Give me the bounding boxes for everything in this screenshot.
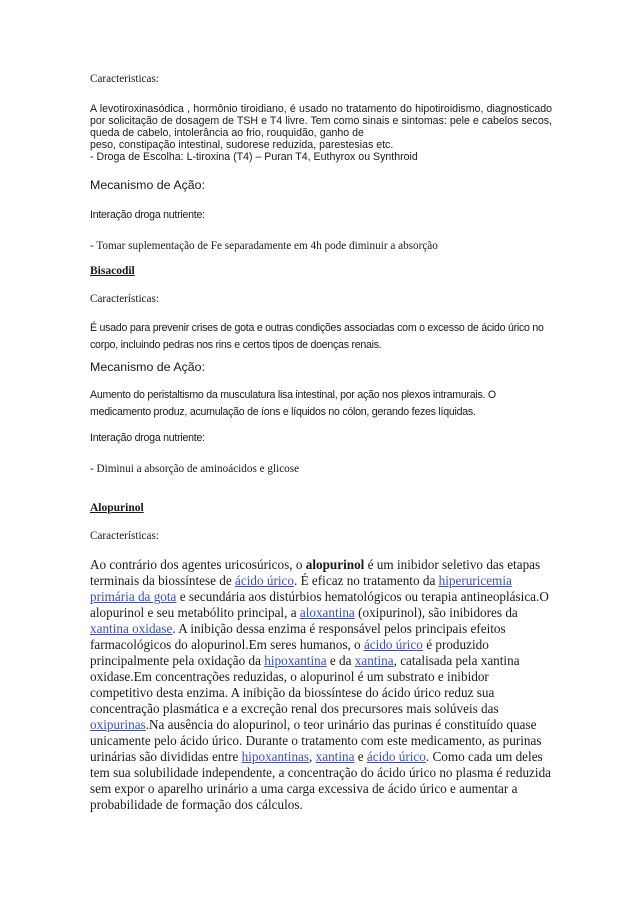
link-oxipurinas[interactable]: oxipurinas: [90, 717, 146, 732]
text-run: . É eficaz no tratamento da: [293, 573, 439, 588]
alopurinol-label: Características:: [90, 530, 159, 542]
text-run: e secundária aos distúrbios hematológicos ou terapia antineoplásica.O alopurinol e seu metabólito principal, a: [90, 589, 549, 620]
link-hipoxantina[interactable]: hipoxantina: [264, 653, 327, 668]
interacao-heading-2: Interação droga nutriente:: [90, 432, 205, 444]
bisacodil-caracteristicas-text: É usado para prevenir crises de gota e outras condições associadas com o excesso de ácido úrico no corpo, incluindo pedras nos rins e certos tipos de doenças renais.: [90, 322, 544, 351]
alopurinol-bold: alopurinol: [305, 557, 365, 572]
text-run: . Como cada um deles tem sua solubilidade independente, a concentração do ácido úrico no plasma é reduzida sem expor o aparelho urinário a uma carga excessiva de ácido úrico e aumentar a probabilidade de formação dos cálculos.: [90, 749, 552, 812]
link-aloxantina[interactable]: aloxantina: [299, 605, 355, 620]
interacao-heading-1: Interação droga nutriente:: [90, 209, 205, 221]
levotiroxina-line-2: peso, constipação intestinal, sudorese reduzida, parestesias etc.: [90, 139, 394, 151]
link-acido-urico[interactable]: ácido úrico: [363, 637, 423, 652]
text-run: (oxipurinol), são inibidores da: [354, 605, 518, 620]
interacao-text-1: - Tomar suplementação de Fe separadamente em 4h pode diminuir a absorção: [90, 240, 438, 252]
text-run: e: [354, 749, 367, 764]
text-run: , catalisada pela xantina oxidase.Em concentrações reduzidas, o alopurinol é um substrato e inibidor competitivo desta enzima. A inibição da biossíntese do ácido úrico reduz sua concentração plasmática e a excreção renal dos precursores mais solúveis das: [90, 653, 520, 716]
text-run: .Na ausência do alopurinol, o teor urinário das purinas é constituído quase unicamente pelo ácido úrico. Durante o tratamento com este medicamento, as purinas urinárias são divididas entre: [90, 717, 542, 764]
link-xantina[interactable]: xantina: [315, 749, 355, 764]
bisacodil-mecanismo-text: Aumento do peristaltismo da musculatura lisa intestinal, por ação nos plexos intramurais. O medicamento produz, acumulação de íons e líquidos no cólon, gerando fezes líquidas.: [90, 389, 496, 418]
alopurinol-paragraph: [90, 557, 552, 813]
link-hiperuricemia-primaria-da-gota[interactable]: hiperuricemia primária da gota: [90, 573, 512, 604]
text-run: . A inibição dessa enzima é responsável pelos principais efeitos farmacológicos do alopurinol.Em seres humanos, o: [90, 621, 506, 652]
link-xantina[interactable]: xantina: [354, 653, 394, 668]
bisacodil-title: Bisacodil: [90, 265, 135, 277]
text-run: e da: [326, 653, 355, 668]
levotiroxina-paragraph: A levotiroxinasódica , hormônio tiroidiano, é usado no tratamento do hipotiroidismo, diagnosticado por solicitação de dosagem de TSH e T4 livre. Tem como sinais e sintomas: pele e cabelos secos, queda de cabelo, intolerância ao frio, rouquidão, ganho de: [90, 103, 552, 139]
link-hipoxantinas[interactable]: hipoxantinas: [241, 749, 310, 764]
text-run: é produzido principalmente pela oxidação da: [90, 637, 489, 668]
text-run: é um inibidor seletivo das etapas terminais da biossíntese de: [90, 557, 541, 588]
link-acido-urico[interactable]: ácido úrico: [235, 573, 294, 588]
link-xantina-oxidase[interactable]: xantina oxidase: [90, 621, 173, 636]
mecanismo-heading-1: Mecanismo de Ação:: [90, 178, 206, 192]
bisacodil-label: Características:: [90, 293, 159, 305]
mecanismo-heading-2: Mecanismo de Ação:: [90, 360, 206, 374]
text-run: Ao contrário dos agentes uricosúricos, o: [90, 557, 306, 572]
alopurinol-title: Alopurinol: [90, 502, 144, 514]
link-acido-urico[interactable]: ácido úrico: [366, 749, 426, 764]
levotiroxina-line-3: - Droga de Escolha: L-tiroxina (T4) – Puran T4, Euthyrox ou Synthroid: [90, 151, 418, 163]
section-label-caracteristicas: Caracteristicas:: [90, 73, 159, 85]
interacao-text-2: - Diminui a absorção de aminoácidos e glicose: [90, 463, 300, 475]
text-run: ,: [309, 749, 316, 764]
